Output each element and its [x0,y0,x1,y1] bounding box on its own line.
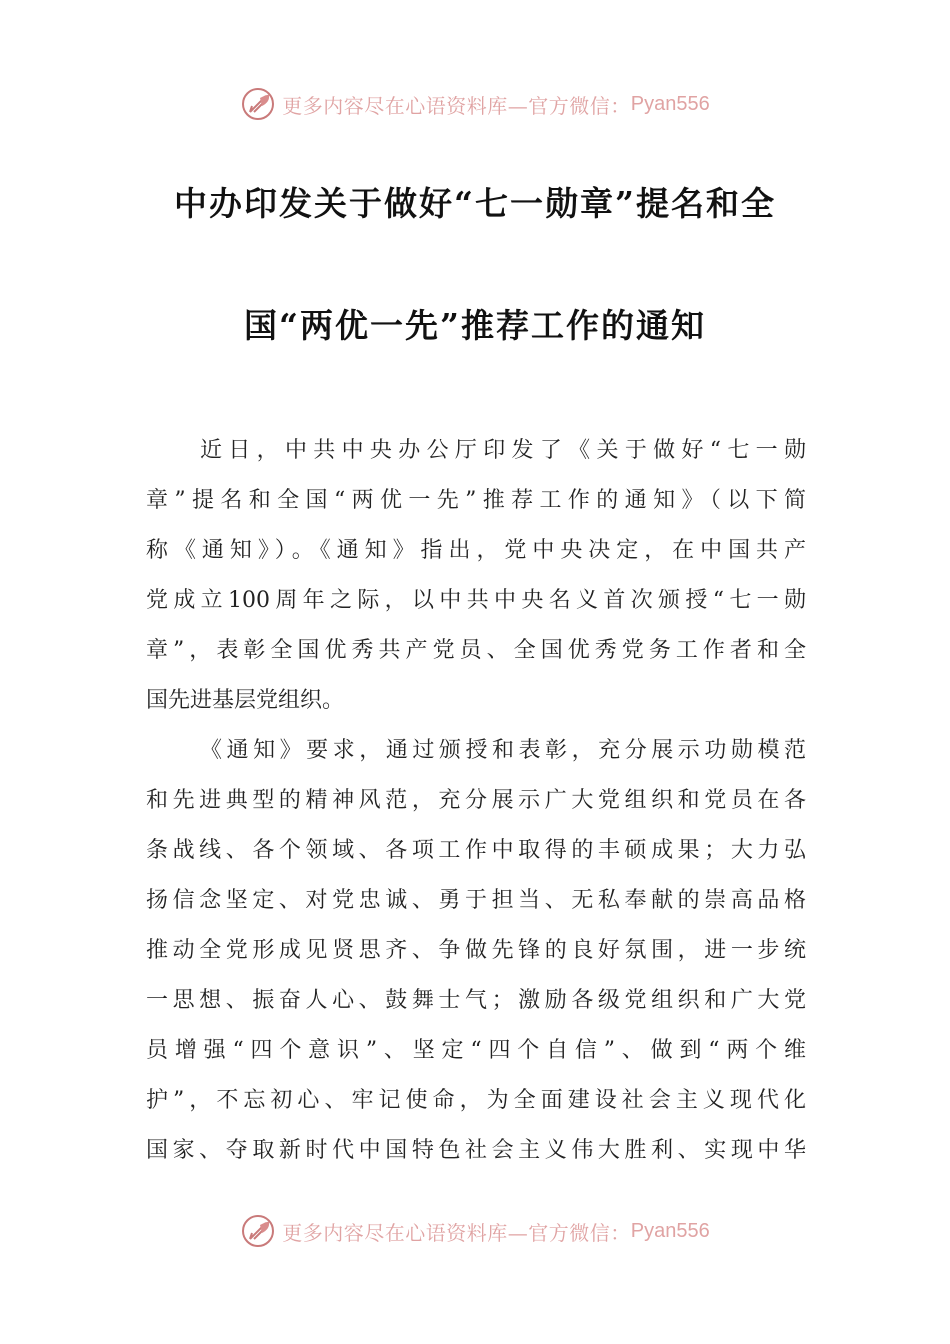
header-watermark [0,84,950,124]
text-line: 一思想、振奋人心、鼓舞士气；激励各级党组织和广大党 [146,988,806,1013]
text-line: 护”，不忘初心、牢记使命，为全面建设社会主义现代化 [146,1088,806,1113]
text-line: 扬信念坚定、对党忠诚、勇于担当、无私奉献的崇高品格 [146,888,806,913]
document-body [146,426,806,1176]
footer-watermark [0,1211,950,1251]
document-title-line-2: 国“两优一先”推荐工作的通知 [244,306,706,345]
text-line: 和先进典型的精神风范，充分展示广大党组织和党员在各 [146,788,806,813]
quill-logo-icon [240,86,276,122]
paragraph-2 [146,726,806,1176]
paragraph-1 [146,426,806,726]
text-line: 称《通知》）。《通知》指出，党中央决定，在中国共产 [146,538,806,563]
document-title-line-1: 中办印发关于做好“七一勋章”提名和全 [174,184,776,223]
text-line: 《通知》要求，通过颁授和表彰，充分展示功勋模范 [200,738,806,763]
text-line: 近日，中共中央办公厅印发了《关于做好“七一勋 [200,438,806,463]
text-line: 员增强“四个意识”、坚定“四个自信”、做到“两个维 [146,1038,806,1063]
text-line: 国家、夺取新时代中国特色社会主义伟大胜利、实现中华 [146,1138,806,1163]
text-line: 章”，表彰全国优秀共产党员、全国优秀党务工作者和全 [146,638,806,663]
text-line: 推动全党形成见贤思齐、争做先锋的良好氛围，进一步统 [146,938,806,963]
text-line: 国先进基层党组织。 [146,688,345,713]
quill-logo-icon [240,1213,276,1249]
text-line: 章”提名和全国“两优一先”推荐工作的通知》（以下简 [146,488,806,513]
watermark-wechat-id: Pyan556 [630,1219,710,1242]
watermark-text: 更多内容尽在心语资料库—官方微信： [282,1220,631,1245]
text-line: 条战线、各个领域、各项工作中取得的丰硕成果；大力弘 [146,838,806,863]
watermark-text: 更多内容尽在心语资料库—官方微信： [282,93,631,118]
watermark-wechat-id: Pyan556 [630,92,710,115]
text-line: 党成立100周年之际，以中共中央名义首次颁授“七一勋 [146,588,806,613]
